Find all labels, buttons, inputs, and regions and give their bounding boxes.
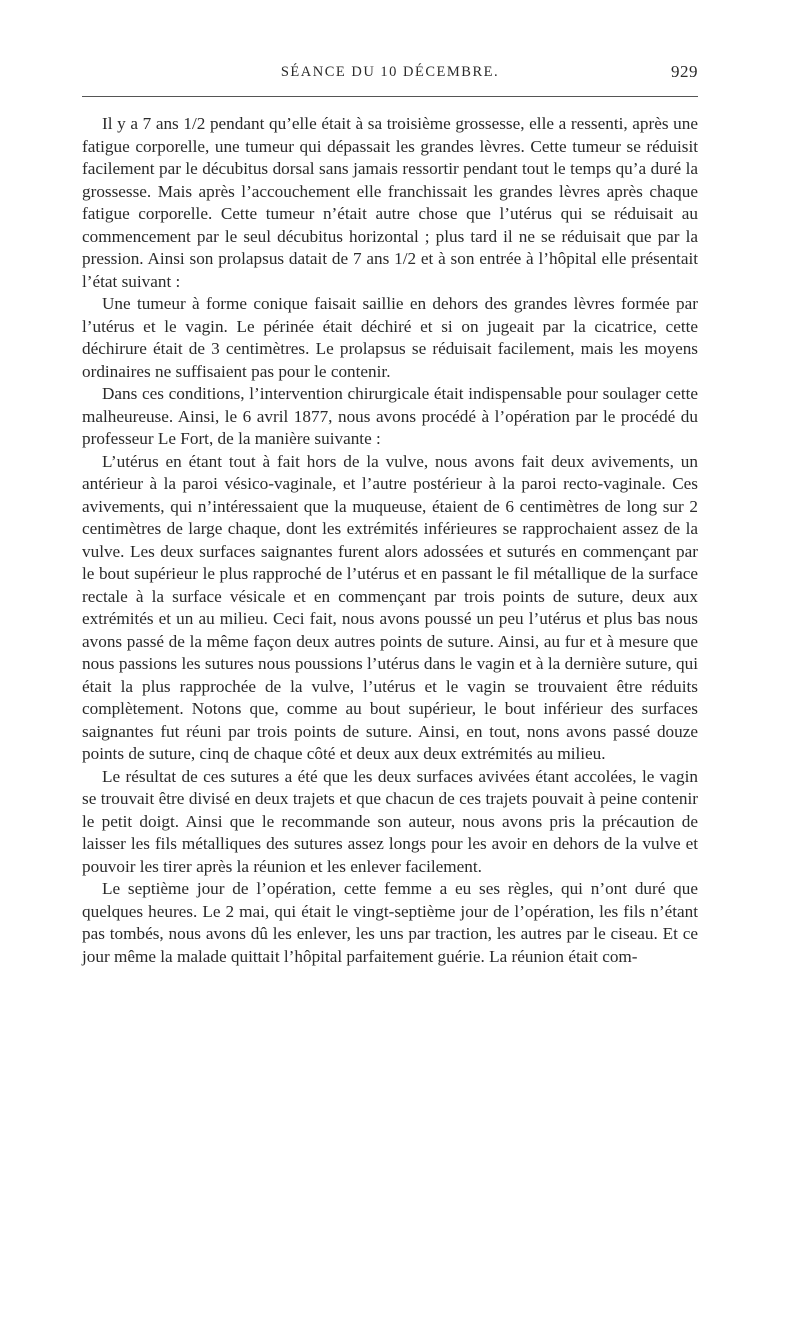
paragraph: Il y a 7 ans 1/2 pendant qu’elle était à sa troisième grossesse, elle a ressenti, après une fatigue corporelle, une tumeur qui dépassait les grandes lèvres. Cette tumeur se réduisit facilement par le décubitus dorsal sans jamais ressortir pendant tout le temps qu’a duré la grossesse. Mais après l’accouchement elle franchissait les grandes lèvres après chaque fatigue corporelle. Cette tumeur n’était autre chose que l’utérus qui se réduisait au commencement par le seul décubitus horizontal ; plus tard il ne se réduisait que par la pression. Ainsi son prolapsus datait de 7 ans 1/2 et à son entrée à l’hôpital elle présentait l’état suivant : — [82, 114, 698, 291]
page — [82, 56, 698, 968]
running-title: SÉANCE DU 10 DÉCEMBRE. — [280, 64, 500, 80]
paragraph: L’utérus en étant tout à fait hors de la vulve, nous avons fait deux avivements, un antérieur à la paroi vésico-vaginale, et l’autre postérieur à la paroi recto-vaginale. Ces avivements, qui n’intéressaient que la muqueuse, étaient de 6 centimètres de long sur 2 centimètres de large chaque, dont les extrémités inférieures se rapprochaient assez de la vulve. Les deux surfaces saignantes furent alors adossées et suturés en commençant par le bout supérieur le plus rapproché de l’utérus et en passant le fil métallique de la surface rectale à la surface vésicale et en commençant par trois points de suture, deux aux extrémités et un au milieu. Ceci fait, nous avons poussé un peu l’utérus et plus bas nous avons passé de la même façon deux autres points de suture. Ainsi, au fur et à mesure que nous passions les sutures nous poussions l’utérus dans le vagin et à la dernière suture, qui était la plus rapprochée de la vulve, l’utérus et le vagin se trouvaient être réduits complètement. Notons que, comme au bout supérieur, le bout inférieur des surfaces saignantes fut réuni par trois points de suture. Ainsi, en tout, nons avons passé douze points de suture, cinq de chaque côté et deux aux deux extrémités au milieu. — [82, 451, 698, 763]
running-head — [82, 56, 698, 86]
paragraph: Le résultat de ces sutures a été que les deux surfaces avivées étant accolées, le vagin se trouvait être divisé en deux trajets et que chacun de ces trajets pouvait à peine contenir le petit doigt. Ainsi que le recommande son auteur, nous avons pris la précaution de laisser les fils métalliques des sutures assez longs pour les avoir en dehors de la vulve et pouvoir les tirer après la réunion et les enlever facilement. — [82, 766, 698, 876]
paragraph: Le septième jour de l’opération, cette femme a eu ses règles, qui n’ont duré que quelques heures. Le 2 mai, qui était le vingt-septième jour de l’opération, les fils n’étant pas tombés, nous avons dû les enlever, les uns par traction, les autres par le ciseau. Et ce jour même la malade quittait l’hôpital parfaitement guérie. La réunion était com- — [82, 879, 698, 966]
paragraph: Dans ces conditions, l’intervention chirurgicale était indispensable pour soulager cette malheureuse. Ainsi, le 6 avril 1877, nous avons procédé à l’opération par le procédé du professeur Le Fort, de la manière suivante : — [82, 384, 698, 448]
body-text — [82, 113, 698, 968]
header-rule — [82, 96, 698, 97]
paragraph: Une tumeur à forme conique faisait saillie en dehors des grandes lèvres formée par l’utérus et le vagin. Le périnée était déchiré et si on jugeait par la cicatrice, cette déchirure était de 3 centimètres. Le prolapsus se réduisait facilement, mais les moyens ordinaires ne suffisaient pas pour le contenir. — [82, 294, 698, 381]
page-number: 929 — [671, 62, 698, 81]
